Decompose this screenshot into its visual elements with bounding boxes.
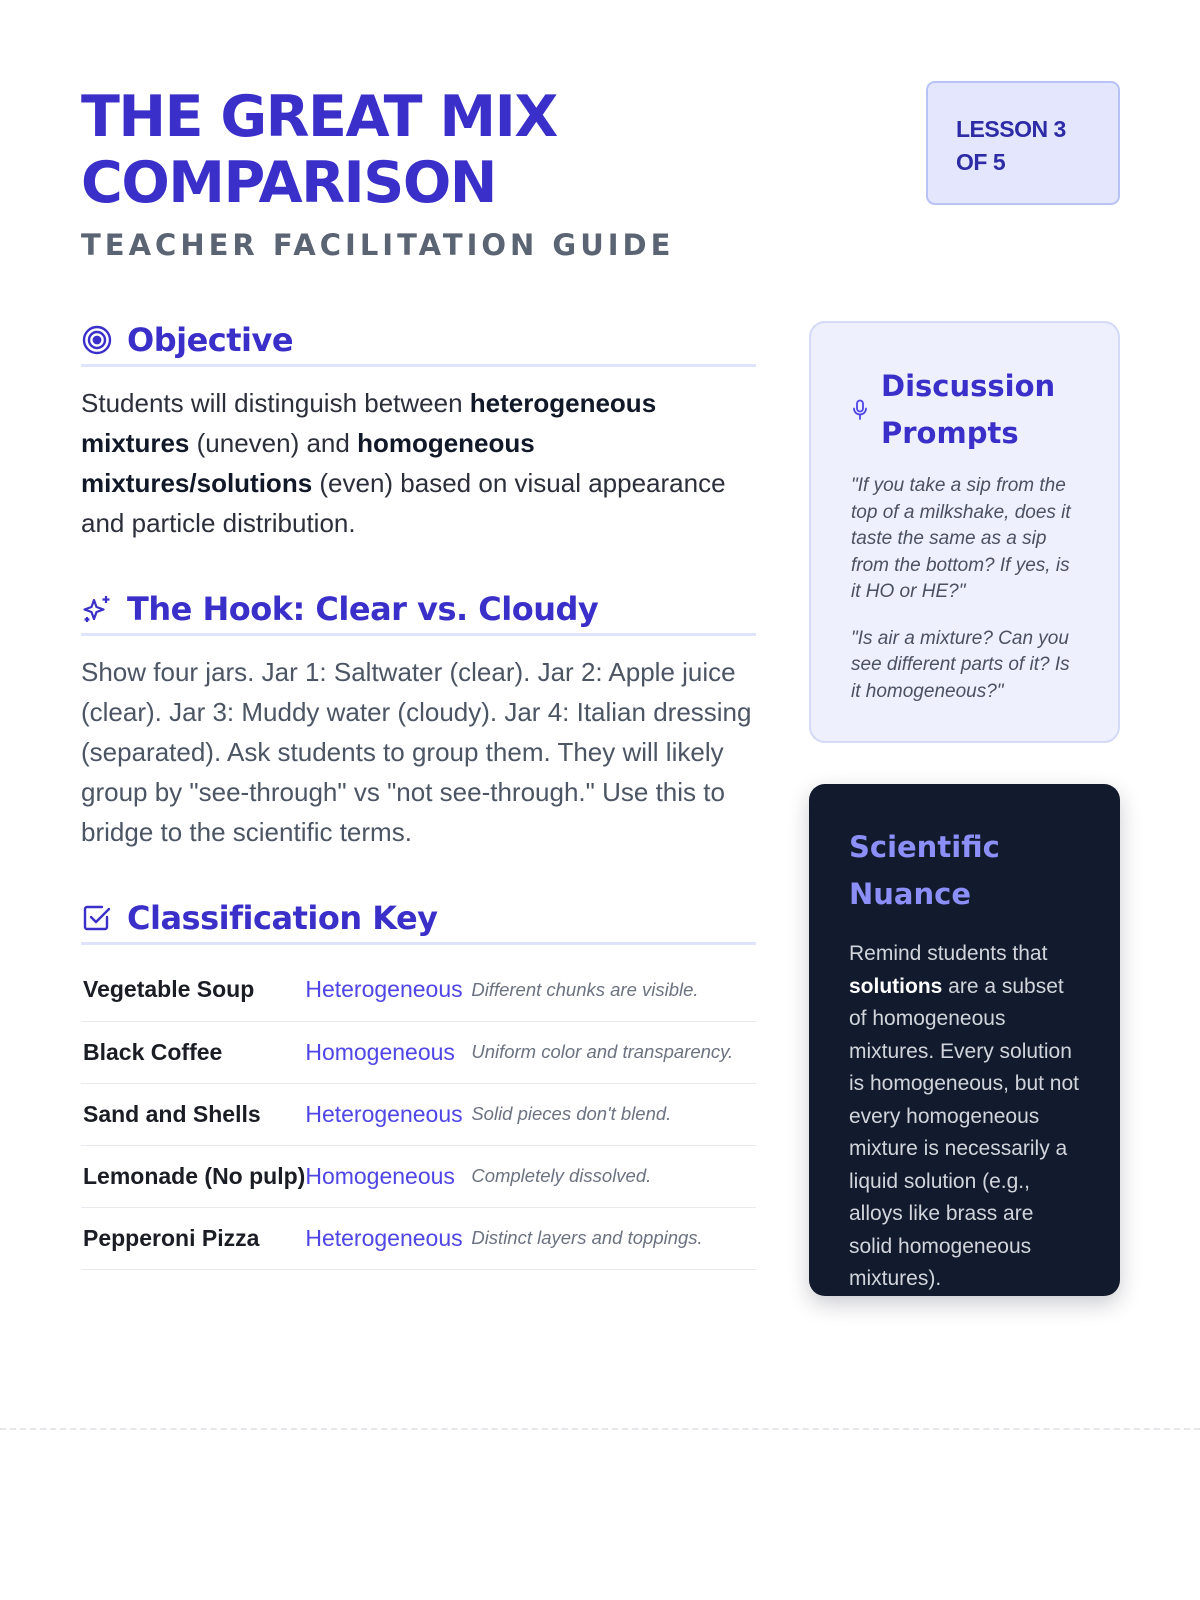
row-item: Sand and Shells [81, 1083, 305, 1145]
row-item: Lemonade (No pulp) [81, 1145, 305, 1207]
page-subtitle: TEACHER FACILITATION GUIDE [81, 228, 675, 262]
nuance-term-solutions: solutions [849, 974, 943, 998]
hook-section [81, 589, 756, 852]
table-row [81, 1207, 756, 1269]
lesson-badge [926, 81, 1120, 205]
objective-text [81, 383, 756, 543]
classification-header [81, 898, 756, 945]
discussion-header [851, 363, 1084, 457]
nuance-text-part: are a subset of homogeneous mixtures. Every solution is homogeneous, but not every homogeneous mixture is necessarily a liquid solution (e.g., alloys like brass are solid homogeneous mixtures). [849, 974, 1079, 1290]
row-type: Homogeneous [305, 1145, 471, 1207]
classification-section [81, 898, 756, 1270]
row-type: Heterogeneous [305, 1207, 471, 1269]
row-item: Black Coffee [81, 1021, 305, 1083]
classification-heading: Classification Key [127, 899, 438, 937]
microphone-icon [851, 399, 869, 421]
discussion-prompt: "Is air a mixture? Can you see different parts of it? Is it homogeneous?" [851, 627, 1070, 702]
row-note: Solid pieces don't blend. [471, 1083, 756, 1145]
row-note: Uniform color and transparency. [471, 1021, 756, 1083]
row-item: Pepperoni Pizza [81, 1207, 305, 1269]
target-icon [81, 324, 113, 356]
row-type: Homogeneous [305, 1021, 471, 1083]
objective-text-part: (uneven) and [189, 428, 358, 458]
row-item: Vegetable Soup [81, 959, 305, 1021]
objective-section [81, 320, 756, 543]
row-type: Heterogeneous [305, 1083, 471, 1145]
objective-heading: Objective [127, 321, 294, 359]
objective-text-part: Students will distinguish between [81, 388, 470, 418]
hook-text: Show four jars. Jar 1: Saltwater (clear). Jar 2: Apple juice (clear). Jar 3: Muddy water (cloudy). Jar 4: Italian dressing (separated). Ask students to group them. They will likely group by "see-through" vs "not see-through." Use this to bridge to the scientific terms. [81, 657, 752, 847]
sparkles-icon [81, 593, 113, 625]
table-row [81, 959, 756, 1021]
nuance-text [849, 938, 1080, 1296]
objective-term-homogeneous: homogeneous mixtures/solutions [81, 428, 535, 498]
table-row [81, 1083, 756, 1145]
nuance-heading: Scientific Nuance [849, 830, 1000, 911]
row-note: Different chunks are visible. [471, 959, 756, 1021]
row-type: Heterogeneous [305, 959, 471, 1021]
page-header [81, 84, 781, 262]
table-row [81, 1145, 756, 1207]
page-title [81, 84, 781, 216]
discussion-prompt: "If you take a sip from the top of a milkshake, does it taste the same as a sip from the bottom? If yes, is it HO or HE?" [851, 475, 1071, 602]
main-content [81, 320, 756, 1270]
hook-heading: The Hook: Clear vs. Cloudy [127, 590, 599, 628]
title-line-2: COMPARISON [81, 150, 496, 216]
table-row [81, 1021, 756, 1083]
objective-text-part: (even) based on visual appearance and particle distribution. [81, 468, 726, 538]
scientific-nuance-card [809, 784, 1120, 1296]
title-line-1: THE GREAT MIX [81, 84, 557, 150]
discussion-prompts-card [809, 321, 1120, 743]
checkbox-icon [81, 902, 113, 934]
discussion-heading: Discussion Prompts [881, 369, 1056, 450]
objective-term-heterogeneous: heterogeneous mixtures [81, 388, 657, 458]
nuance-text-part: Remind students that [849, 942, 1048, 965]
hook-header [81, 589, 756, 636]
page-divider [0, 1428, 1200, 1430]
lesson-badge-label: LESSON 3 OF 5 [956, 116, 1066, 175]
row-note: Distinct layers and toppings. [471, 1207, 756, 1269]
classification-table [81, 959, 756, 1270]
objective-header [81, 320, 756, 367]
row-note: Completely dissolved. [471, 1145, 756, 1207]
